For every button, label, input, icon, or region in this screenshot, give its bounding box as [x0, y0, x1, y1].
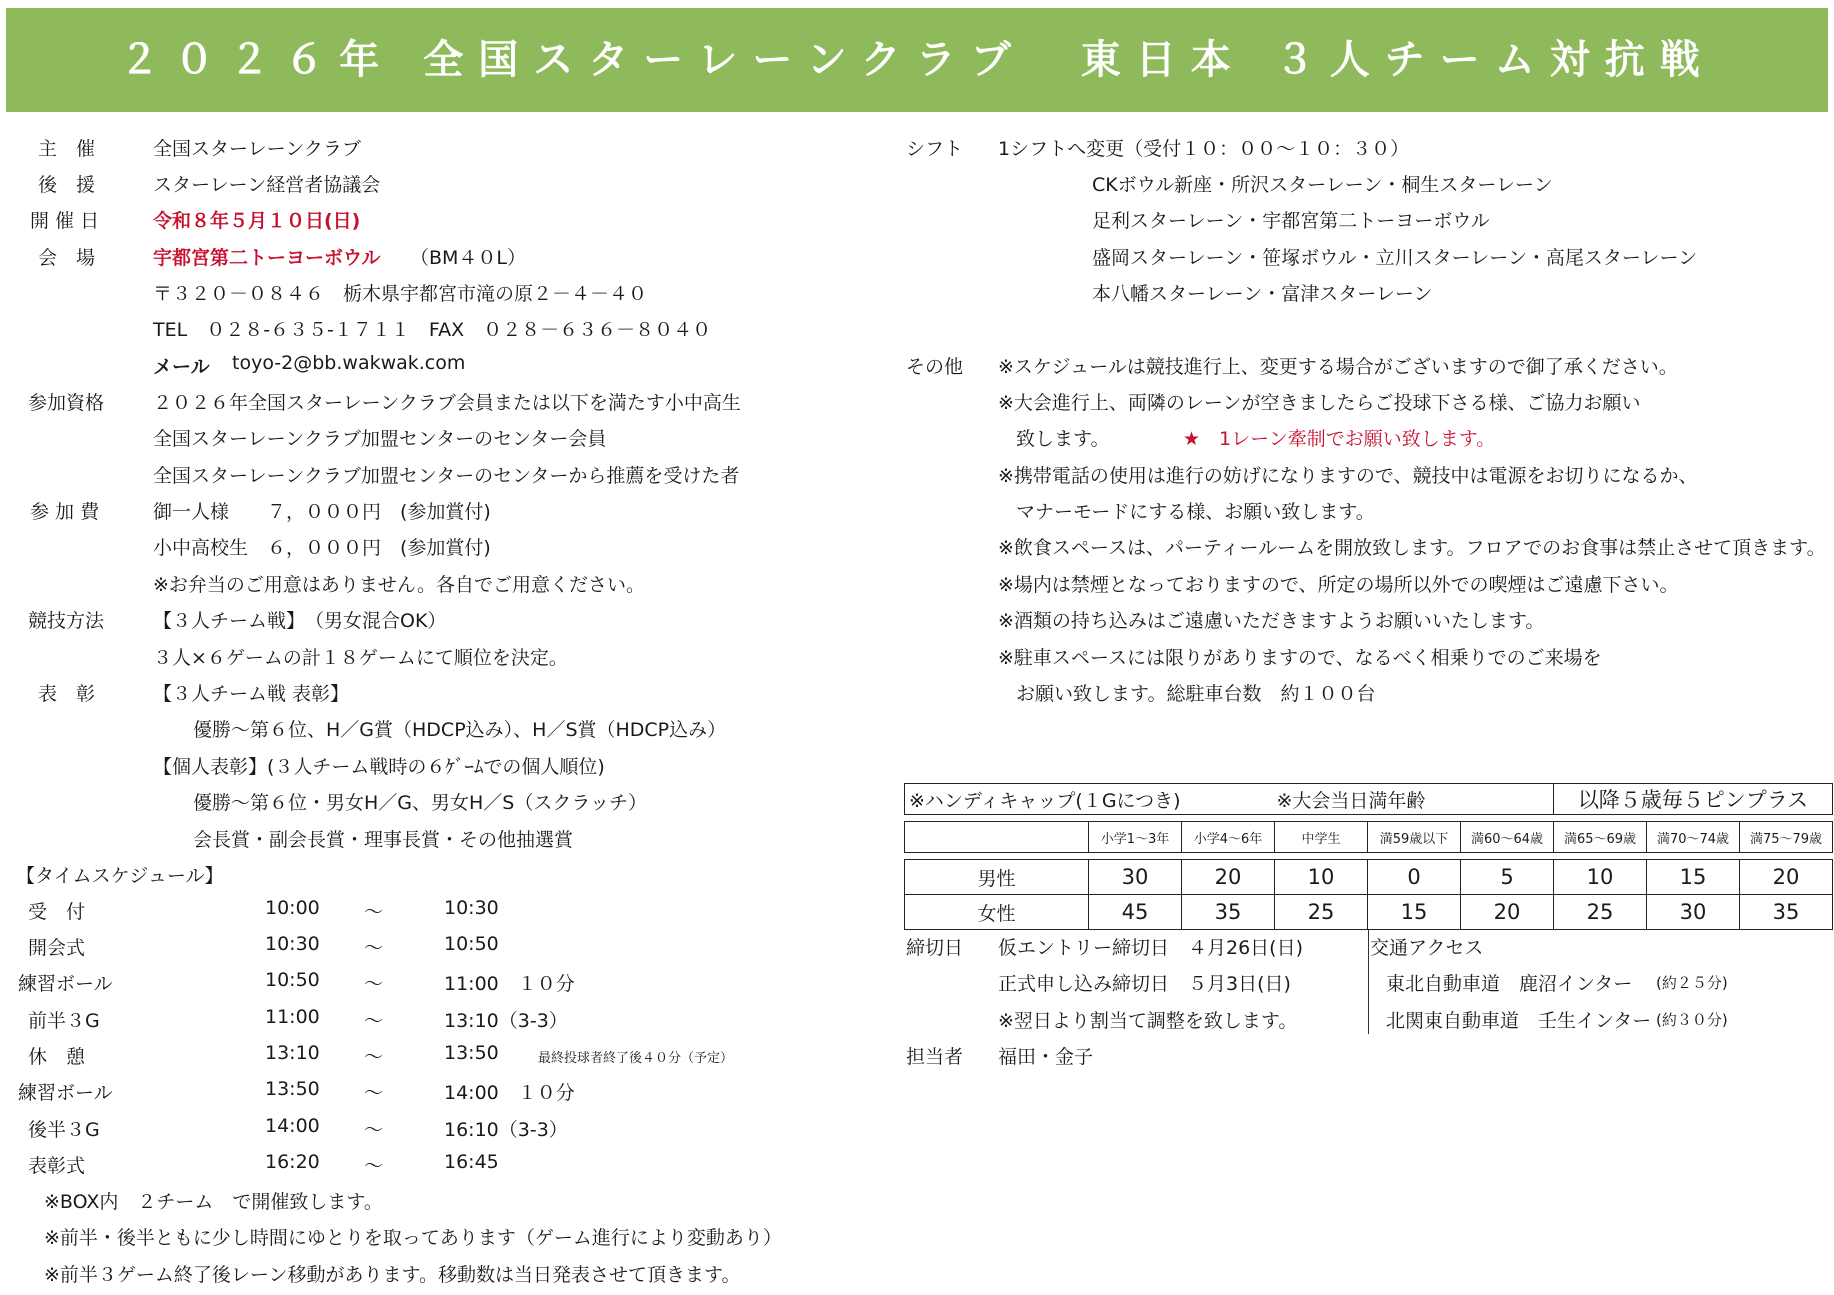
schedule-row-start: 10:00 [265, 897, 320, 919]
handicap-cell: 10 [1275, 860, 1368, 895]
email-label: メール [153, 356, 210, 378]
fee-label: 参 加 費 [30, 501, 100, 523]
format-label: 競技方法 [28, 610, 105, 632]
access-time: (約２５分) [1656, 974, 1728, 992]
other-note: ※酒類の持ち込みはご遠慮いただきますようお願いいたします。 [998, 610, 1545, 632]
handicap-header-right: 以降５歳毎５ピンプラス [1554, 784, 1833, 815]
handicap-cell: 20 [1182, 860, 1275, 895]
access-time: (約３０分) [1656, 1011, 1728, 1029]
awards-line: 【３人チーム戦 表彰】 [153, 683, 350, 705]
shift-line: CKボウル新座・所沢スターレーン・桐生スターレーン [1092, 174, 1553, 196]
shift-line: 本八幡スターレーン・富津スターレーン [1092, 283, 1433, 305]
format-line: ３人×６ゲームの計１８ゲームにて順位を決定。 [153, 647, 568, 669]
schedule-row-sep: ～ [364, 973, 384, 995]
awards-line: 【個人表彰】(３人チーム戦時の６ｹﾞｰﾑでの個人順位) [153, 756, 605, 778]
awards-line: 会長賞・副会長賞・理事長賞・その他抽選賞 [193, 829, 574, 851]
other-note: ※大会進行上、両隣のレーンが空きましたらご投球下さる様、ご協力お願い [998, 392, 1641, 414]
schedule-row-end: 13:50 [444, 1042, 499, 1064]
title-banner [6, 8, 1828, 112]
schedule-row-name: 練習ボール [18, 1082, 113, 1104]
fee-line: 御一人様 ７，０００円 (参加賞付) [153, 501, 491, 523]
eligibility-line: 全国スターレーンクラブ加盟センターのセンターから推薦を受けた者 [153, 465, 740, 487]
schedule-row-end: 13:10（3-3） [444, 1010, 568, 1032]
handicap-cell: 35 [1740, 895, 1833, 930]
schedule-row-end: 10:50 [444, 933, 499, 955]
schedule-row-start: 14:00 [265, 1115, 320, 1137]
other-note-highlight: ★ 1レーン牽制でお願い致します。 [1183, 428, 1496, 450]
handicap-row-label: 女性 [905, 895, 1089, 930]
venue-phone: TEL ０２８-６３５-１７１１ FAX ０２８－６３６－８０４０ [153, 319, 712, 341]
venue-label: 会 場 [38, 247, 96, 269]
schedule-row-name: 開会式 [28, 937, 86, 959]
schedule-row-start: 13:10 [265, 1042, 320, 1064]
access-route: 北関東自動車道 壬生インター [1386, 1010, 1652, 1032]
deadline-line: ※翌日より割当て調整を致します。 [998, 1010, 1298, 1032]
schedule-row-sep: ～ [364, 1119, 384, 1141]
schedule-row-name: 練習ボール [18, 973, 113, 995]
schedule-row-name: 表彰式 [28, 1155, 86, 1177]
access-route: 東北自動車道 鹿沼インター [1386, 973, 1633, 995]
venue-name: 宇都宮第二トーヨーボウル [153, 247, 381, 269]
schedule-row-end: 10:30 [444, 897, 499, 919]
handicap-cell: 10 [1554, 860, 1647, 895]
eligibility-line: ２０２６年全国スターレーンクラブ会員または以下を満たす小中高生 [153, 392, 741, 414]
schedule-row-end: 11:00 １０分 [444, 973, 575, 995]
access-divider [1368, 930, 1369, 1034]
handicap-row-male [905, 860, 1833, 895]
fee-line: ※お弁当のご用意はありません。各自でご用意ください。 [153, 574, 646, 596]
schedule-row-sep: ～ [364, 901, 384, 923]
schedule-row-name: 前半３G [28, 1010, 100, 1032]
other-note: ※飲食スペースは、パーティールームを開放致します。フロアでのお食事は禁止させて頂きます。 [998, 537, 1826, 559]
schedule-row-start: 16:20 [265, 1151, 320, 1173]
schedule-row-start: 10:30 [265, 933, 320, 955]
schedule-row-sep: ～ [364, 1082, 384, 1104]
handicap-cell: 15 [1368, 895, 1461, 930]
handicap-column-header: 満75～79歳 [1740, 822, 1833, 853]
deadline-label: 締切日 [906, 937, 964, 959]
schedule-row-start: 13:50 [265, 1078, 320, 1100]
access-title: 交通アクセス [1370, 937, 1484, 959]
schedule-row-name: 休 憩 [28, 1046, 86, 1068]
handicap-cell: 25 [1554, 895, 1647, 930]
other-note: マナーモードにする様、お願い致します。 [1016, 501, 1375, 523]
handicap-header-mid: ※大会当日満年齢 [1275, 784, 1554, 815]
handicap-cell: 35 [1182, 895, 1275, 930]
other-note: ※場内は禁煙となっておりますので、所定の場所以外での喫煙はご遠慮下さい。 [998, 574, 1679, 596]
deadline-line: 仮エントリー締切日 ４月26日(日) [998, 937, 1304, 959]
handicap-cell: 5 [1461, 860, 1554, 895]
handicap-row-female [905, 895, 1833, 930]
other-note: 致します。 [1016, 428, 1110, 450]
schedule-row-sep: ～ [364, 937, 384, 959]
contact-value: 福田・金子 [998, 1046, 1094, 1068]
schedule-note: ※BOX内 ２チーム で開催致します。 [44, 1191, 383, 1213]
awards-line: 優勝～第６位、H／G賞（HDCP込み）、H／S賞（HDCP込み） [193, 719, 727, 741]
handicap-cell: 15 [1647, 860, 1740, 895]
format-line: 【３人チーム戦】 （男女混合OK） [153, 610, 447, 632]
date-value: 令和８年５月１０日(日) [153, 210, 361, 232]
handicap-cell: 0 [1368, 860, 1461, 895]
shift-line: 1シフトへ変更（受付１０：００～１０：３０） [998, 138, 1410, 160]
schedule-row-end: 16:10（3-3） [444, 1119, 568, 1141]
schedule-row-end: 14:00 １０分 [444, 1082, 575, 1104]
handicap-column-headers [905, 822, 1833, 853]
venue-lanes: （BM４０L） [410, 247, 527, 269]
schedule-row-name: 後半３G [28, 1119, 100, 1141]
schedule-row-sep: ～ [364, 1155, 384, 1177]
other-note: ※駐車スペースには限りがありますので、なるべく相乗りでのご来場を [998, 647, 1602, 669]
handicap-column-header: 満60～64歳 [1461, 822, 1554, 853]
eligibility-line: 全国スターレーンクラブ加盟センターのセンター会員 [153, 428, 607, 450]
sponsor-label: 後 援 [38, 174, 96, 196]
awards-label: 表 彰 [38, 683, 96, 705]
schedule-row-start: 10:50 [265, 969, 320, 991]
organizer-value: 全国スターレーンクラブ [153, 138, 361, 160]
schedule-row-sep: ～ [364, 1046, 384, 1068]
schedule-title: 【タイムスケジュール】 [16, 865, 224, 887]
venue-address: 〒３２０－０８４６ 栃木県宇都宮市滝の原２－４－４０ [153, 283, 648, 305]
handicap-cell: 20 [1461, 895, 1554, 930]
schedule-row-name: 受 付 [28, 901, 86, 923]
schedule-row-end: 16:45 [444, 1151, 499, 1173]
schedule-note: ※前半３ゲーム終了後レーン移動があります。移動数は当日発表させて頂きます。 [44, 1264, 741, 1286]
handicap-column-header: 満65～69歳 [1554, 822, 1647, 853]
deadline-line: 正式申し込み締切日 ５月3日(日) [998, 973, 1291, 995]
email-link[interactable]: toyo-2@bb.wakwak.com [232, 352, 466, 374]
handicap-table [904, 783, 1833, 930]
sponsor-value: スターレーン経営者協議会 [153, 174, 381, 196]
fee-line: 小中高校生 ６，０００円 (参加賞付) [153, 537, 491, 559]
handicap-cell: 30 [1089, 860, 1182, 895]
eligibility-label: 参加資格 [28, 392, 105, 414]
handicap-cell: 30 [1647, 895, 1740, 930]
handicap-cell: 20 [1740, 860, 1833, 895]
date-label: 開 催 日 [30, 210, 100, 232]
handicap-column-header: 小学4～6年 [1182, 822, 1275, 853]
handicap-column-header: 満59歳以下 [1368, 822, 1461, 853]
shift-label: シフト [906, 138, 964, 160]
shift-line: 足利スターレーン・宇都宮第二トーヨーボウル [1092, 210, 1490, 232]
awards-line: 優勝～第６位・男女H／G、男女H／S（スクラッチ） [193, 792, 647, 814]
contact-label: 担当者 [906, 1046, 964, 1068]
other-label: その他 [906, 356, 964, 378]
other-note: ※携帯電話の使用は進行の妨げになりますので、競技中は電源をお切りになるか、 [998, 465, 1698, 487]
handicap-column-header: 中学生 [1275, 822, 1368, 853]
handicap-corner [905, 822, 1089, 853]
shift-line: 盛岡スターレーン・笹塚ボウル・立川スターレーン・高尾スターレーン [1092, 247, 1698, 269]
schedule-note: ※前半・後半ともに少し時間にゆとりを取ってあります（ゲーム進行により変動あり） [44, 1227, 782, 1249]
handicap-cell: 25 [1275, 895, 1368, 930]
page-title: ２０２６年 全国スターレーンクラブ 東日本 ３人チーム対抗戦 [119, 36, 1715, 83]
handicap-column-header: 満70～74歳 [1647, 822, 1740, 853]
schedule-row-sep: ～ [364, 1010, 384, 1032]
handicap-cell: 45 [1089, 895, 1182, 930]
schedule-row-note: 最終投球者終了後４０分（予定） [538, 1051, 734, 1066]
organizer-label: 主 催 [38, 138, 96, 160]
handicap-column-header: 小学1～3年 [1089, 822, 1182, 853]
handicap-row-label: 男性 [905, 860, 1089, 895]
other-note: お願い致します。総駐車台数 約１００台 [1016, 683, 1376, 705]
schedule-row-start: 11:00 [265, 1006, 320, 1028]
handicap-header-left: ※ハンディキャップ(１Gにつき) [905, 784, 1275, 815]
other-note: ※スケジュールは競技進行上、変更する場合がございますので御了承ください。 [998, 356, 1678, 378]
